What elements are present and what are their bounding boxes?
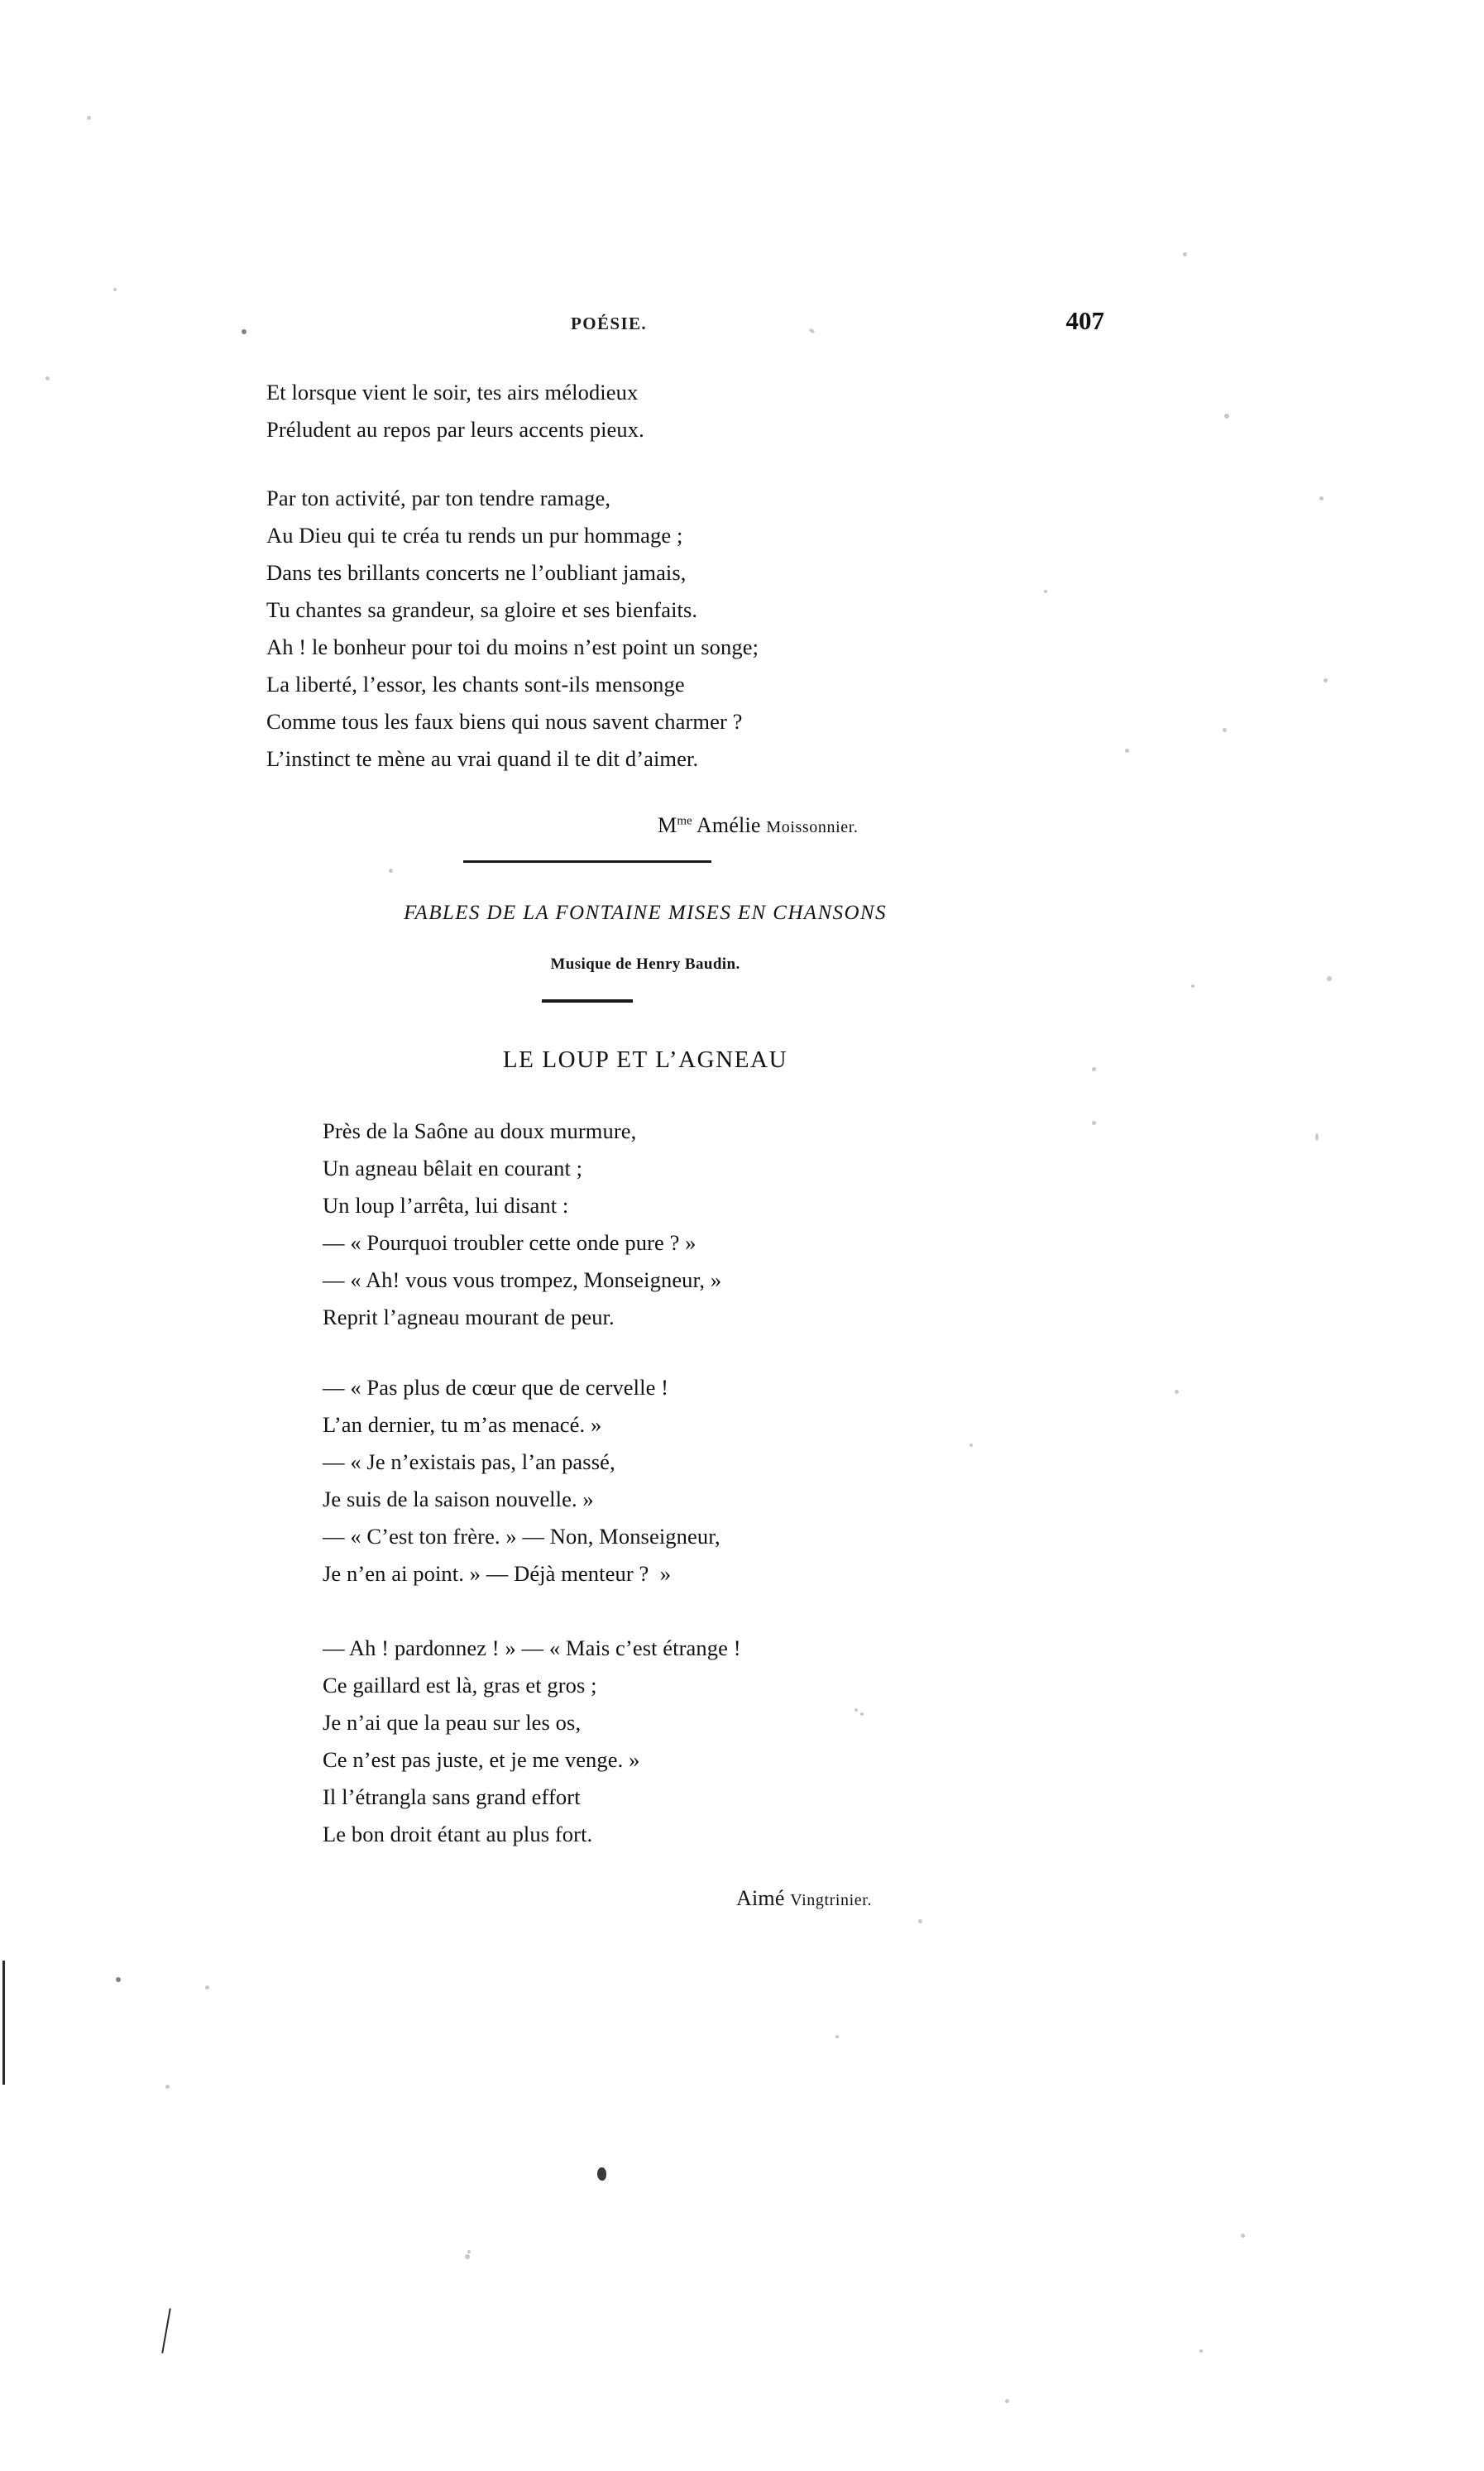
poem-line: Ce n’est pas juste, et je me venge. » <box>323 1747 640 1772</box>
scan-speck <box>1044 590 1047 593</box>
ink-blot <box>597 2167 606 2181</box>
poem-stanza-1 <box>266 374 644 448</box>
subsection-divider-rule <box>542 999 633 1003</box>
poem-line: Je n’ai que la peau sur les os, <box>323 1710 582 1735</box>
poem-line: Préludent au repos par leurs accents pieux. <box>266 417 644 442</box>
signature-firstname: Aimé <box>736 1886 785 1910</box>
scan-speck <box>1005 2399 1009 2403</box>
signature-surname: Vingtrinier. <box>790 1891 873 1909</box>
scan-speck <box>1199 2349 1203 2353</box>
scan-speck <box>1175 1390 1179 1394</box>
poem-stanza-2 <box>266 480 759 778</box>
poem-line: Le bon droit étant au plus fort. <box>323 1822 593 1846</box>
scan-speck <box>465 2254 470 2259</box>
page-edge-artifact <box>2 1961 5 2085</box>
poem-line: Ce gaillard est là, gras et gros ; <box>323 1673 597 1698</box>
scan-speck <box>918 1919 922 1923</box>
scan-speck <box>87 116 91 120</box>
poem-line: Dans tes brillants concerts ne l’oubliant jamais, <box>266 560 687 585</box>
signature-superscript: me <box>677 814 692 828</box>
poem-line: — « C’est ton frère. » — Non, Monseigneur, <box>323 1524 720 1549</box>
scan-speck <box>1092 1067 1096 1071</box>
scan-speck <box>835 2035 839 2038</box>
scan-speck <box>45 376 50 381</box>
page-number: 407 <box>1065 306 1104 335</box>
scan-speck <box>165 2085 170 2089</box>
scan-speck <box>1327 976 1332 981</box>
poem-line: La liberté, l’essor, les chants sont-ils mensonge <box>266 672 685 697</box>
scan-speck <box>467 2250 471 2253</box>
poem-line: Tu chantes sa grandeur, sa gloire et ses bienfaits. <box>266 597 698 622</box>
poem-line: Il l’étrangla sans grand effort <box>323 1784 581 1809</box>
running-head <box>248 306 1117 336</box>
poem-line: Je n’en ai point. » — Déjà menteur ? » <box>323 1561 672 1586</box>
signature-prefix: M <box>658 813 677 837</box>
scan-speck <box>860 1712 864 1716</box>
poem-line: Et lorsque vient le soir, tes airs mélodieux <box>266 380 639 405</box>
poem-stanza-5 <box>323 1630 741 1853</box>
author-signature-2 <box>736 1886 872 1911</box>
poem-line: — « Pas plus de cœur que de cervelle ! <box>323 1375 669 1400</box>
scan-speck <box>1191 984 1194 988</box>
poem-line: Je suis de la saison nouvelle. » <box>323 1487 594 1511</box>
poem-line: Par ton activité, par ton tendre ramage, <box>266 486 611 510</box>
scan-speck <box>1241 2234 1245 2238</box>
scan-speck <box>389 869 393 873</box>
song-title: LE LOUP ET L’AGNEAU <box>502 1046 788 1073</box>
page-edge-artifact <box>161 2308 171 2354</box>
poem-line: L’an dernier, tu m’as menacé. » <box>323 1412 602 1437</box>
scan-speck <box>854 1708 858 1712</box>
poem-line: Un loup l’arrêta, lui disant : <box>323 1193 569 1218</box>
poem-stanza-3 <box>323 1113 721 1336</box>
section-divider-rule <box>463 860 711 863</box>
poem-line: — « Ah! vous vous trompez, Monseigneur, » <box>323 1267 722 1292</box>
poem-line: — « Je n’existais pas, l’an passé, <box>323 1449 615 1474</box>
signature-firstname: Amélie <box>696 813 761 837</box>
scan-speck <box>116 1977 121 1982</box>
poem-line: — « Pourquoi troubler cette onde pure ? » <box>323 1230 697 1255</box>
section-title: FABLES DE LA FONTAINE MISES EN CHANSONS <box>404 902 887 924</box>
poem-line: Au Dieu qui te créa tu rends un pur hommage ; <box>266 523 683 548</box>
scan-speck <box>205 1985 209 1990</box>
poem-line: Ah ! le bonheur pour toi du moins n’est point un songe; <box>266 635 759 659</box>
scan-speck <box>1223 728 1227 732</box>
scan-speck <box>113 288 117 291</box>
scan-speck <box>1092 1121 1096 1125</box>
poem-line: L’instinct te mène au vrai quand il te dit d’aimer. <box>266 746 699 771</box>
poem-line: — Ah ! pardonnez ! » — « Mais c’est étrange ! <box>323 1635 741 1660</box>
signature-surname: Moissonnier. <box>766 818 859 836</box>
scan-speck <box>1315 1133 1319 1141</box>
running-head-title: POÉSIE. <box>571 314 648 333</box>
scan-speck <box>242 329 247 334</box>
section-subtitle: Musique de Henry Baudin. <box>550 955 740 973</box>
author-signature-1 <box>658 813 858 838</box>
scan-speck <box>1324 678 1328 682</box>
poem-line: Un agneau bêlait en courant ; <box>323 1156 583 1180</box>
poem-line: Reprit l’agneau mourant de peur. <box>323 1305 615 1329</box>
scan-speck <box>1224 414 1229 419</box>
poem-line: Comme tous les faux biens qui nous savent charmer ? <box>266 709 743 734</box>
poem-line: Près de la Saône au doux murmure, <box>323 1118 637 1143</box>
scan-speck <box>969 1444 973 1447</box>
poem-stanza-4 <box>323 1369 720 1592</box>
scan-speck <box>1319 496 1324 500</box>
scan-speck <box>1125 749 1129 753</box>
scan-speck <box>1183 252 1187 256</box>
